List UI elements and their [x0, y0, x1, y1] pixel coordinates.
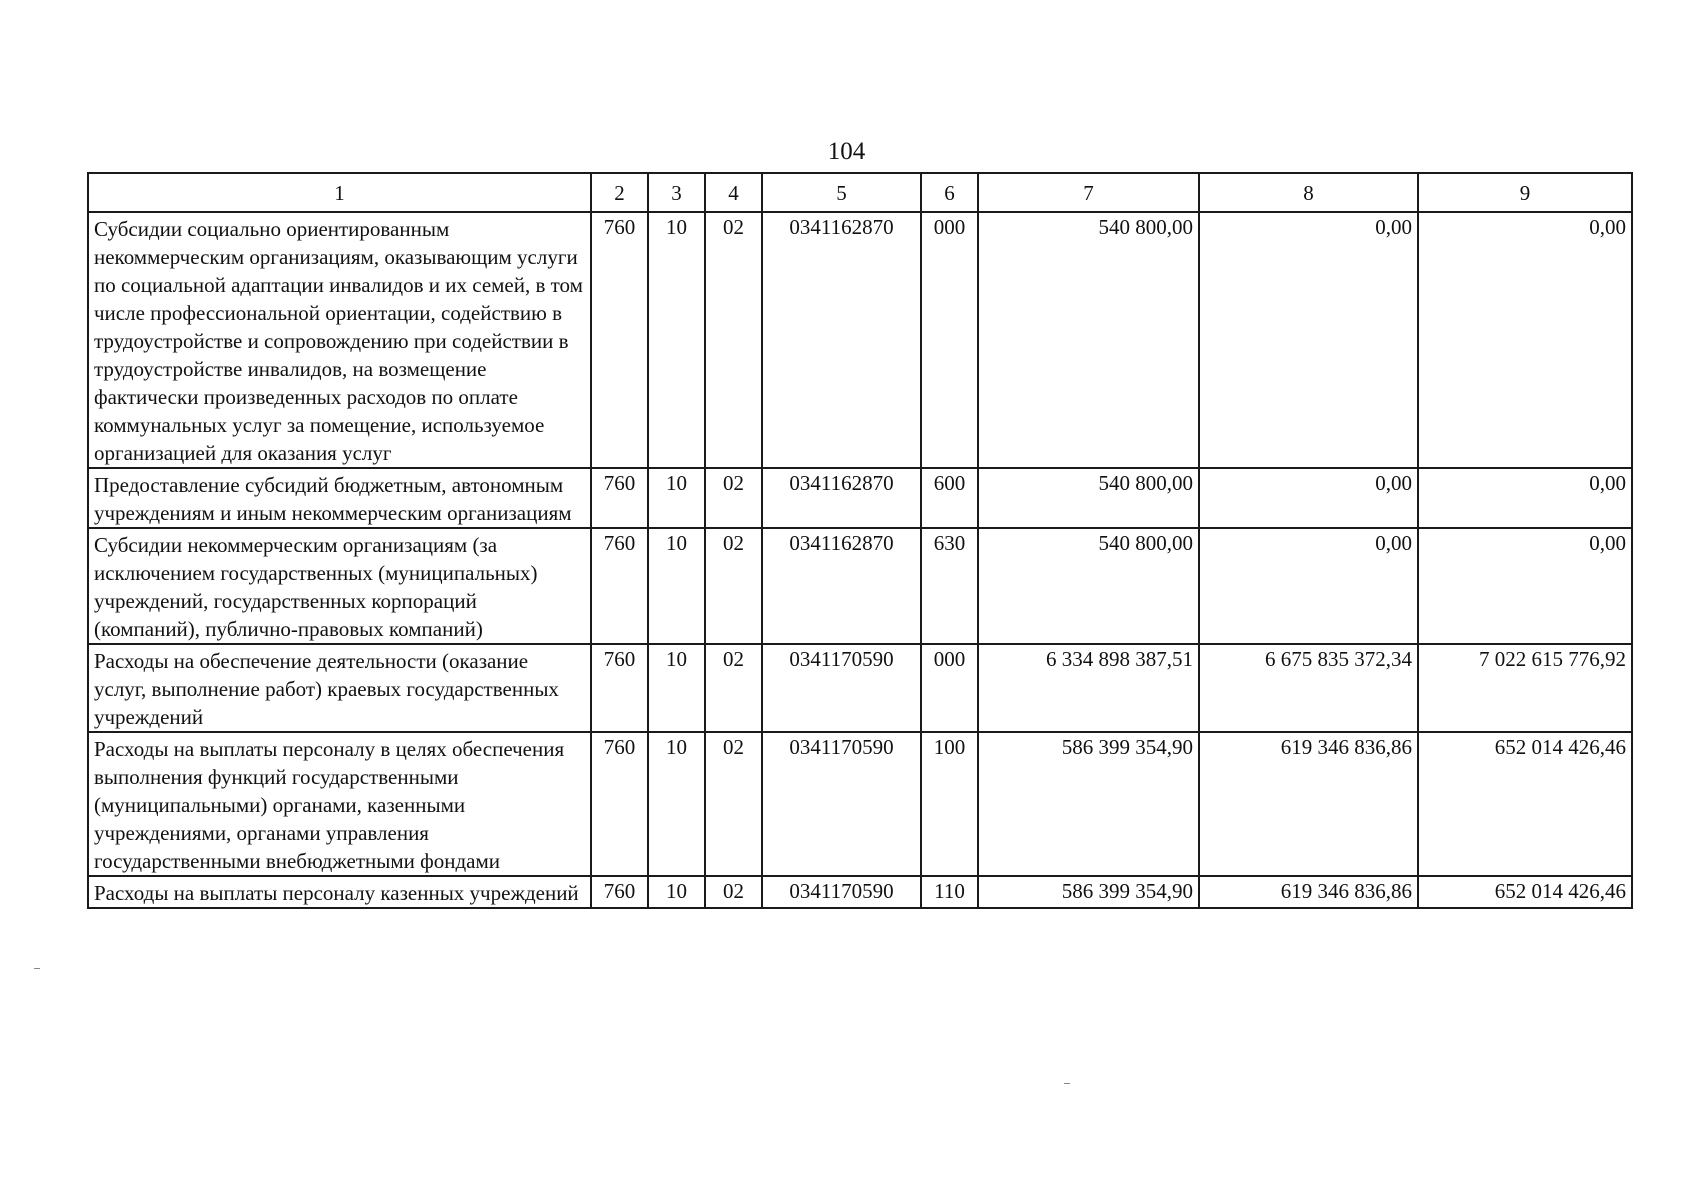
amount-cell: 540 800,00	[978, 468, 1199, 528]
code-cell: 760	[591, 644, 648, 732]
row-name: Предоставление субсидий бюджетным, автономным учреждениям и иным некоммерческим организациям	[88, 468, 591, 528]
amount-cell: 540 800,00	[978, 212, 1199, 468]
table-row	[88, 644, 1632, 732]
amount-cell: 0,00	[1199, 468, 1418, 528]
column-header-3: 3	[648, 173, 705, 212]
table-row	[88, 528, 1632, 644]
column-header-4: 4	[705, 173, 762, 212]
table-row	[88, 732, 1632, 876]
code-cell: 10	[648, 468, 705, 528]
column-header-5: 5	[762, 173, 921, 212]
code-cell: 10	[648, 212, 705, 468]
code-cell: 760	[591, 876, 648, 908]
column-header-7: 7	[978, 173, 1199, 212]
amount-cell: 652 014 426,46	[1418, 732, 1632, 876]
code-cell: 10	[648, 876, 705, 908]
code-cell: 0341170590	[762, 876, 921, 908]
amount-cell: 0,00	[1418, 468, 1632, 528]
amount-cell: 0,00	[1418, 212, 1632, 468]
amount-cell: 6 675 835 372,34	[1199, 644, 1418, 732]
amount-cell: 619 346 836,86	[1199, 732, 1418, 876]
amount-cell: 0,00	[1199, 528, 1418, 644]
scan-speck	[1064, 1083, 1070, 1084]
amount-cell: 0,00	[1418, 528, 1632, 644]
column-header-8: 8	[1199, 173, 1418, 212]
code-cell: 0341162870	[762, 528, 921, 644]
code-cell: 02	[705, 528, 762, 644]
amount-cell: 619 346 836,86	[1199, 876, 1418, 908]
code-cell: 02	[705, 468, 762, 528]
amount-cell: 652 014 426,46	[1418, 876, 1632, 908]
code-cell: 0341170590	[762, 644, 921, 732]
code-cell: 10	[648, 732, 705, 876]
table-row	[88, 876, 1632, 908]
code-cell: 000	[921, 644, 978, 732]
row-name: Расходы на выплаты персоналу казенных учреждений	[88, 876, 591, 908]
code-cell: 02	[705, 644, 762, 732]
code-cell: 100	[921, 732, 978, 876]
amount-cell: 0,00	[1199, 212, 1418, 468]
code-cell: 0341162870	[762, 468, 921, 528]
scan-speck	[34, 968, 40, 969]
code-cell: 02	[705, 732, 762, 876]
amount-cell: 6 334 898 387,51	[978, 644, 1199, 732]
amount-cell: 7 022 615 776,92	[1418, 644, 1632, 732]
code-cell: 10	[648, 528, 705, 644]
budget-table	[87, 172, 1633, 909]
code-cell: 760	[591, 528, 648, 644]
table-row	[88, 212, 1632, 468]
code-cell: 110	[921, 876, 978, 908]
column-header-6: 6	[921, 173, 978, 212]
row-name: Расходы на обеспечение деятельности (оказание услуг, выполнение работ) краевых государственных учреждений	[88, 644, 591, 732]
row-name: Субсидии социально ориентированным некоммерческим организациям, оказывающим услуги по социальной адаптации инвалидов и их семей, в том числе профессиональной ориентации, содействию в трудоустройстве и сопровождению при содействии в трудоустройстве инвалидов, на возмещение фактически произведенных расходов по оплате коммунальных услуг за помещение, используемое организацией для оказания услуг	[88, 212, 591, 468]
code-cell: 760	[591, 732, 648, 876]
table-row	[88, 468, 1632, 528]
code-cell: 600	[921, 468, 978, 528]
code-cell: 760	[591, 468, 648, 528]
code-cell: 0341170590	[762, 732, 921, 876]
code-cell: 02	[705, 876, 762, 908]
amount-cell: 586 399 354,90	[978, 876, 1199, 908]
column-header-2: 2	[591, 173, 648, 212]
code-cell: 02	[705, 212, 762, 468]
code-cell: 630	[921, 528, 978, 644]
row-name: Субсидии некоммерческим организациям (за исключением государственных (муниципальных) учреждений, государственных корпораций (компаний), публично-правовых компаний)	[88, 528, 591, 644]
code-cell: 760	[591, 212, 648, 468]
code-cell: 0341162870	[762, 212, 921, 468]
code-cell: 000	[921, 212, 978, 468]
row-name: Расходы на выплаты персоналу в целях обеспечения выполнения функций государственными (муниципальными) органами, казенными учреждениями, органами управления государственными внебюджетными фондами	[88, 732, 591, 876]
amount-cell: 586 399 354,90	[978, 732, 1199, 876]
amount-cell: 540 800,00	[978, 528, 1199, 644]
code-cell: 10	[648, 644, 705, 732]
column-header-1: 1	[88, 173, 591, 212]
page-number: 104	[827, 138, 866, 165]
column-number-row	[88, 173, 1632, 212]
column-header-9: 9	[1418, 173, 1632, 212]
